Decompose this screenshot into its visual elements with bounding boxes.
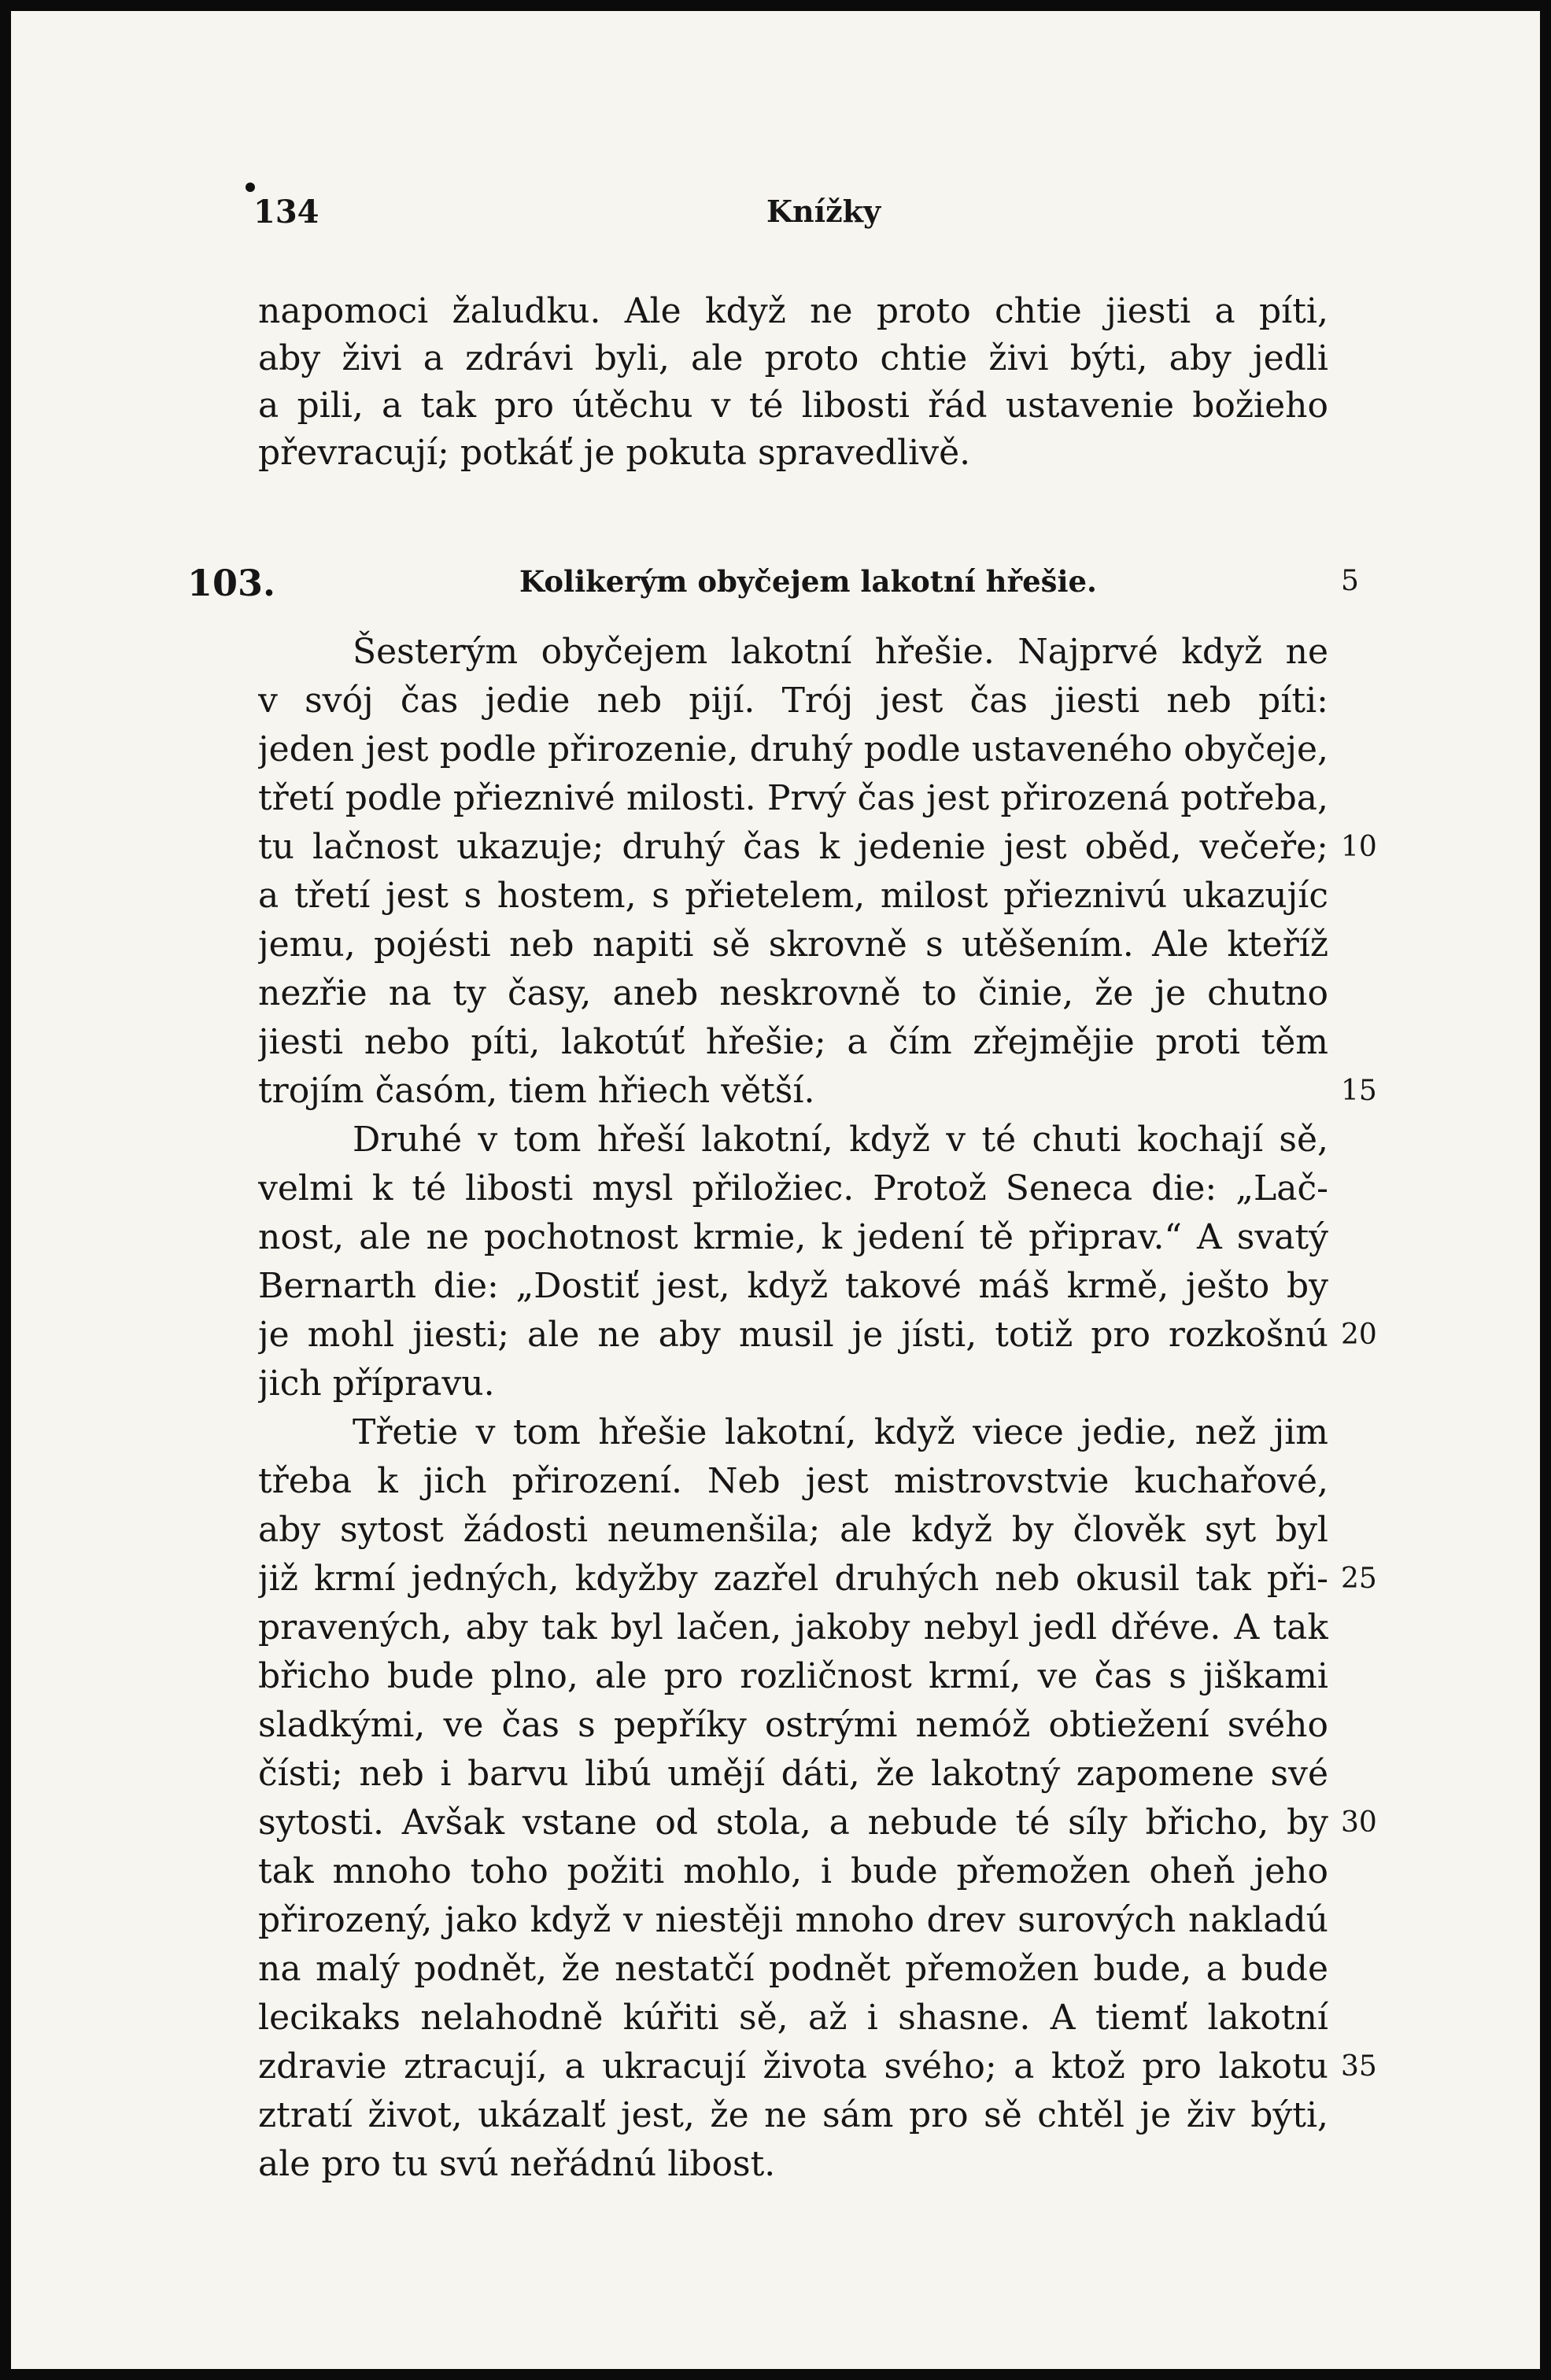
text-line: břicho bude plno, ale pro rozličnost krmí, ve čas s jiškami (258, 1656, 1328, 1696)
text-line: jemu, pojésti neb napiti sě skrovně s utěšením. Ale kteříž (258, 924, 1328, 965)
text-line: třetí podle přieznivé milosti. Prvý čas jest přirozená potřeba, (258, 778, 1328, 818)
margin-line-number: 15 (1341, 1075, 1377, 1107)
text-line: pravených, aby tak byl lačen, jakoby nebyl jedl dřéve. A tak (258, 1607, 1328, 1648)
margin-line-number: 5 (1341, 565, 1359, 597)
margin-line-number: 10 (1341, 831, 1377, 863)
margin-line-number: 30 (1341, 1806, 1377, 1839)
text-line: tak mnoho toho požiti mohlo, i bude přemožen oheň jeho (258, 1851, 1328, 1891)
text-line: v svój čas jedie neb pijí. Trój jest čas jiesti neb píti: (258, 681, 1328, 721)
text-line: třeba k jich přirození. Neb jest mistrovstvie kuchařové, (258, 1461, 1328, 1501)
text-line: Šesterým obyčejem lakotní hřešie. Najprvé když ne (353, 632, 1328, 672)
text-line: ale pro tu svú neřádnú libost. (258, 2144, 776, 2184)
text-line: aby sytost žádosti neumenšila; ale když by člověk syt byl (258, 1510, 1328, 1550)
text-line: Třetie v tom hřešie lakotní, když viece jedie, než jim (353, 1412, 1328, 1452)
text-line: nezřie na ty časy, aneb neskrovně to činie, že je chutno (258, 973, 1328, 1013)
text-line: zdravie ztracují, a ukracují života svého; a ktož pro lakotu (258, 2046, 1328, 2087)
book-page (11, 11, 1540, 2369)
section-number: 103. (187, 562, 276, 604)
text-line: napomoci žaludku. Ale když ne proto chtie jiesti a píti, (258, 291, 1328, 331)
running-head: Knížky (766, 194, 881, 229)
text-line: na malý podnět, že nestatčí podnět přemožen bude, a bude (258, 1949, 1328, 1989)
text-line: tu lačnost ukazuje; druhý čas k jedenie jest oběd, večeře; (258, 827, 1328, 867)
text-line: a pili, a tak pro útěchu v té libosti řád ustavenie božieho (258, 386, 1328, 426)
text-line: Druhé v tom hřeší lakotní, když v té chuti kochají sě, (353, 1120, 1328, 1160)
text-line: jiesti nebo píti, lakotúť hřešie; a čím zřejmějie proti těm (258, 1022, 1328, 1062)
ink-dot (246, 183, 255, 192)
text-line: ztratí život, ukázalť jest, že ne sám pro sě chtěl je živ býti, (258, 2095, 1328, 2135)
text-line: sytosti. Avšak vstane od stola, a nebude té síly břicho, by (258, 1803, 1328, 1843)
text-line: aby živi a zdrávi byli, ale proto chtie živi býti, aby jedli (258, 338, 1328, 378)
margin-line-number: 20 (1341, 1319, 1377, 1351)
text-line: trojím časóm, tiem hřiech větší. (258, 1071, 815, 1111)
text-line: jich přípravu. (258, 1363, 495, 1404)
text-line: je mohl jiesti; ale ne aby musil je jísti, totiž pro rozkošnú (258, 1315, 1328, 1355)
text-line: sladkými, ve čas s pepříky ostrými nemóž obtiežení svého (258, 1705, 1328, 1745)
text-line: převracují; potkáť je pokuta spravedlivě. (258, 433, 971, 473)
text-line: lecikaks nelahodně kúřiti sě, až i shasne. A tiemť lakotní (258, 1998, 1328, 2038)
page-header (11, 194, 1540, 241)
text-line: jeden jest podle přirozenie, druhý podle ustaveného obyčeje, (258, 729, 1328, 769)
section-title: Kolikerým obyčejem lakotní hřešie. (519, 564, 1097, 599)
page-number: 134 (253, 194, 319, 231)
margin-line-number: 25 (1341, 1563, 1377, 1595)
text-line: již krmí jedných, kdyžby zazřel druhých neb okusil tak při- (258, 1559, 1328, 1599)
text-line: velmi k té libosti mysl přiložiec. Protož Seneca die: „Lač- (258, 1168, 1328, 1208)
text-line: nost, ale ne pochotnost krmie, k jedení tě připrav.“ A svatý (258, 1217, 1328, 1257)
text-line: a třetí jest s hostem, s přietelem, milost přieznivú ukazujíc (258, 876, 1328, 916)
text-line: čísti; neb i barvu libú umějí dáti, že lakotný zapomene své (258, 1754, 1328, 1794)
margin-line-number: 35 (1341, 2050, 1377, 2083)
text-line: Bernarth die: „Dostiť jest, když takové máš krmě, ješto by (258, 1266, 1328, 1306)
text-line: přirozený, jako když v niestěji mnoho drev surových nakladú (258, 1900, 1328, 1940)
